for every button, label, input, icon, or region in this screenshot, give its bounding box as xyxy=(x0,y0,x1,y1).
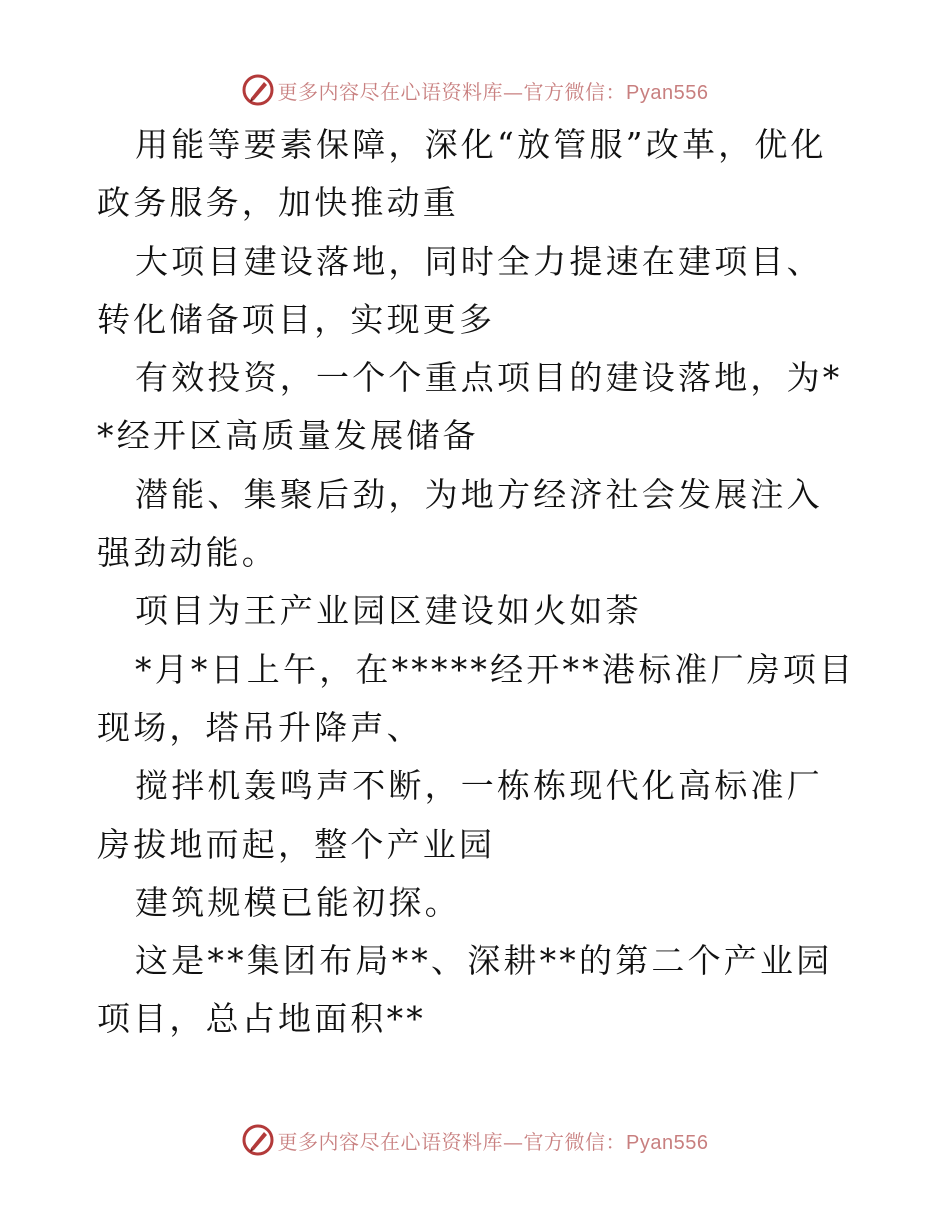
watermark-text: 更多内容尽在心语资料库—官方微信：Pyan556 xyxy=(277,1129,709,1154)
quill-pen-seal-icon xyxy=(242,1124,274,1156)
paragraph: 建筑规模已能初探。 xyxy=(135,882,461,922)
paragraph: 大项目建设落地，同时全力提速在建项目、转化储备项目，实现更多 xyxy=(97,241,823,339)
paragraph: 这是**集团布局**、深耕**的第二个产业园项目，总占地面积** xyxy=(97,941,833,1039)
document-body xyxy=(97,116,857,1049)
paragraph: 有效投资，一个个重点项目的建设落地，为**经开区高质量发展储备 xyxy=(97,358,843,456)
footer-watermark-banner xyxy=(0,1120,950,1160)
paragraph: 用能等要素保障，深化“放管服”改革，优化政务服务，加快推动重 xyxy=(97,125,827,223)
wechat-account: Pyan556 xyxy=(626,1131,709,1154)
watermark-text: 更多内容尽在心语资料库—官方微信：Pyan556 xyxy=(277,79,709,104)
paragraph: 潜能、集聚后劲，为地方经济社会发展注入强劲动能。 xyxy=(97,474,823,573)
header-watermark-banner xyxy=(0,70,950,110)
wechat-account: Pyan556 xyxy=(626,81,709,104)
quill-pen-seal-icon xyxy=(242,74,274,106)
paragraph: 搅拌机轰鸣声不断，一栋栋现代化高标准厂房拔地而起，整个产业园 xyxy=(97,766,823,864)
paragraph: 项目为王产业园区建设如火如荼 xyxy=(135,591,642,631)
paragraph: *月*日上午，在*****经开**港标准厂房项目现场，塔吊升降声、 xyxy=(97,649,856,747)
